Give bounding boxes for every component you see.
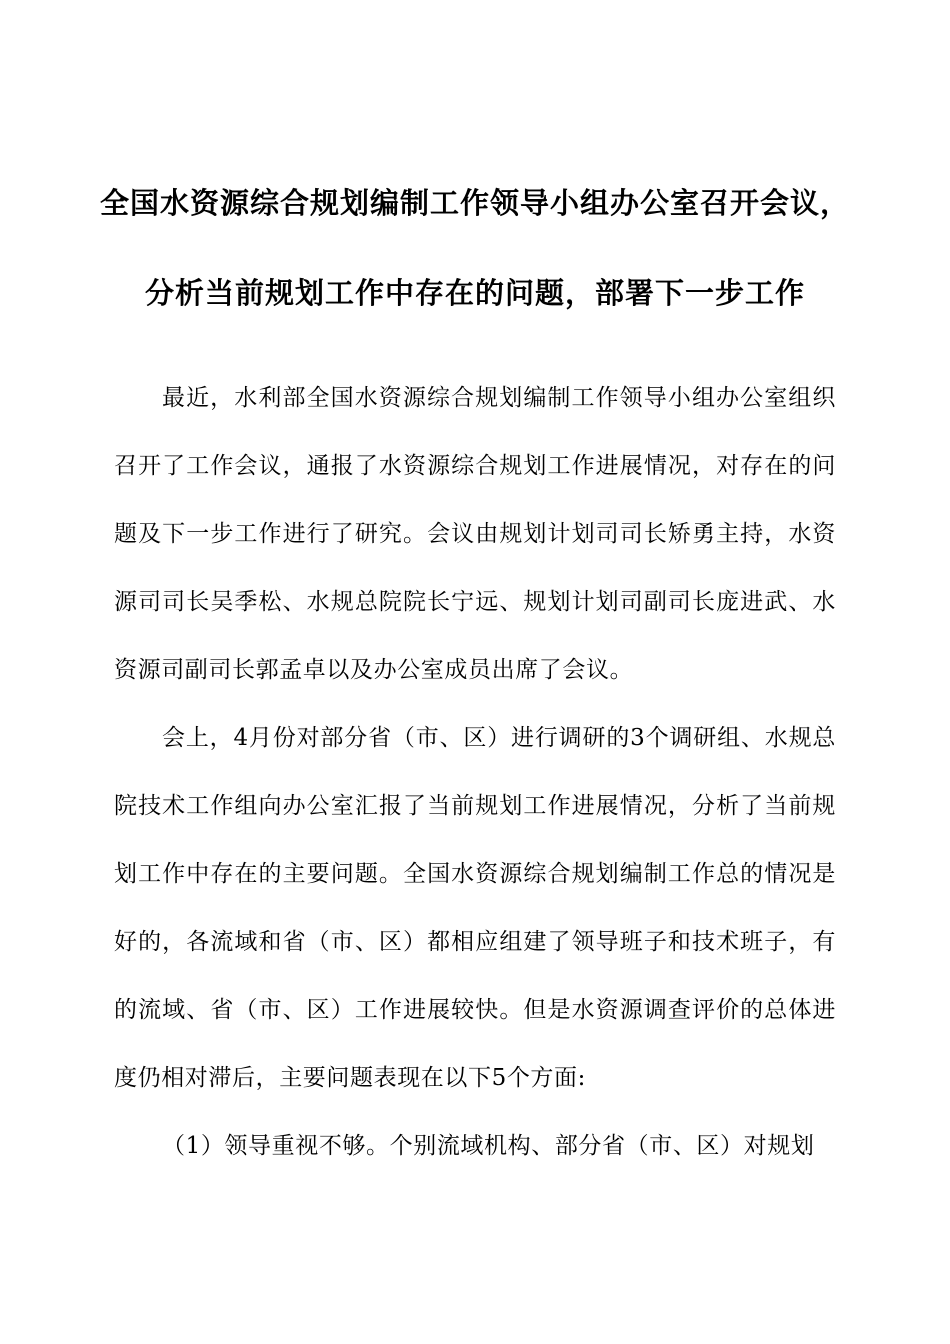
title-line-2: 分析当前规划工作中存在的问题，部署下一步工作	[144, 276, 805, 310]
title-line-1: 全国水资源综合规划编制工作领导小组办公室召开会议，	[100, 186, 851, 220]
paragraph-3: （1）领导重视不够。个别流域机构、部分省（市、区）对规划	[162, 1133, 815, 1159]
document-title	[100, 158, 850, 338]
paragraph-2: 会上，4月份对部分省（市、区）进行调研的3个调研组、水规总院技术工作组向办公室汇报了当前规划工作进展情况，分析了当前规划工作中存在的主要问题。全国水资源综合规划编制工作总的情况是好的，各流域和省（市、区）都相应组建了领导班子和技术班子，有的流域、省（市、区）工作进展较快。但是水资源调查评价的总体进度仍相对滞后，主要问题表现在以下5个方面:	[114, 725, 836, 1091]
paragraph-1: 最近，水利部全国水资源综合规划编制工作领导小组办公室组织召开了工作会议，通报了水资源综合规划工作进展情况，对存在的问题及下一步工作进行了研究。会议由规划计划司司长矫勇主持，水资源司司长吴季松、水规总院院长宁远、规划计划司副司长庞进武、水资源司副司长郭孟卓以及办公室成员出席了会议。	[114, 385, 836, 683]
document-body	[114, 364, 836, 1180]
